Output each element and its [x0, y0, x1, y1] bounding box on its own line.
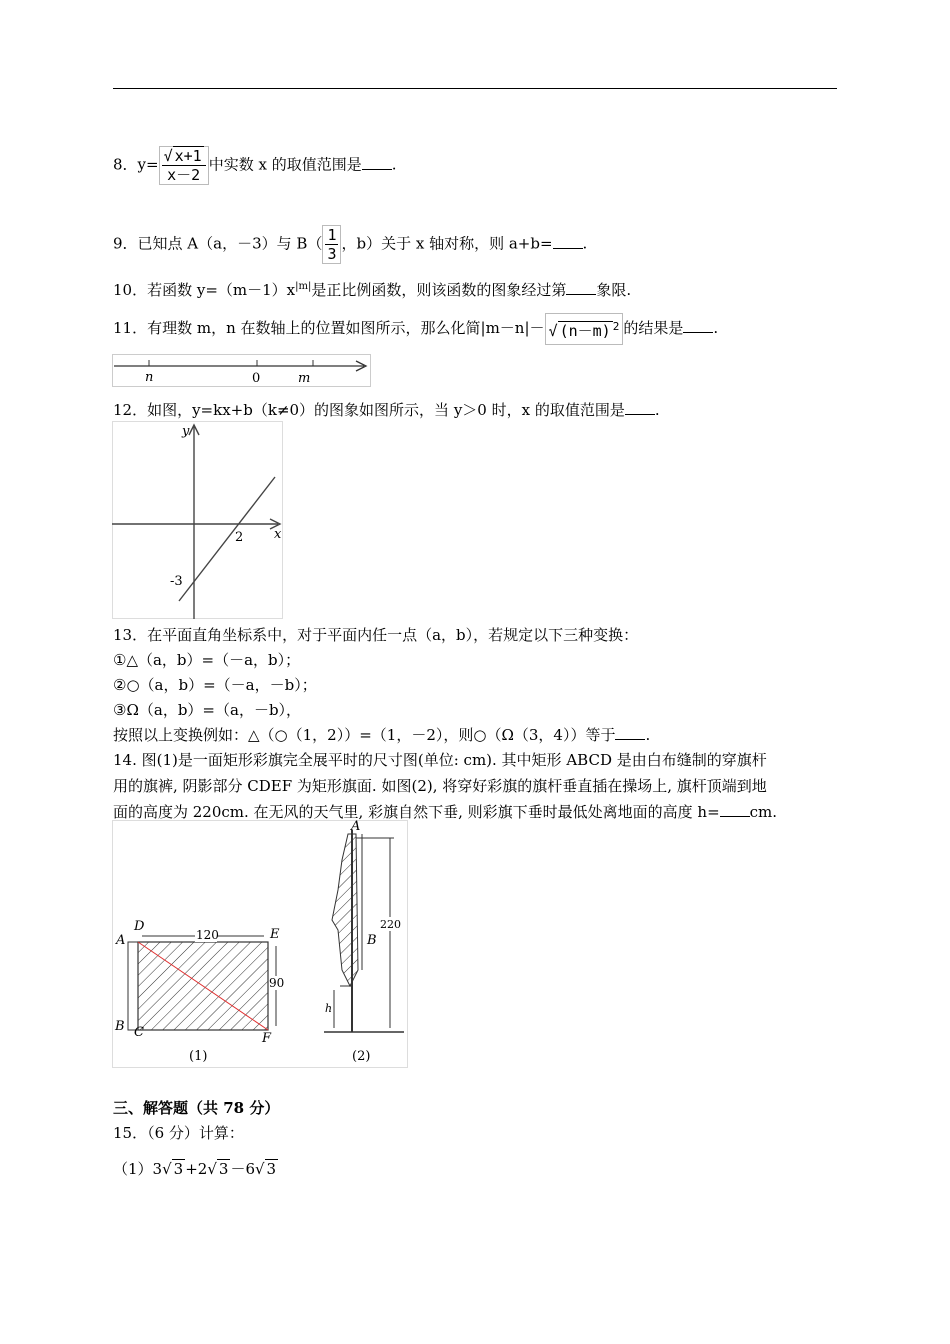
length-label: 220 [380, 918, 401, 931]
label-C: C [134, 1025, 144, 1040]
q15-part-label: （1） [113, 1160, 153, 1178]
linear-graph [112, 421, 286, 621]
caption-1: (1) [189, 1049, 208, 1064]
q10-suffix: 是正比例函数，则该函数的图象经过第 [311, 281, 567, 299]
q11-radicand: (n－m) [559, 322, 611, 340]
q9-suffix: ，b）关于 x 轴对称，则 a+b= [341, 234, 553, 253]
q10-answer-blank [566, 280, 596, 295]
graph-label-2: 2 [235, 530, 244, 545]
q9-denominator: 3 [327, 245, 337, 263]
q8-fraction: $\frac{√ x+1}{x-2}$ [159, 146, 209, 185]
q8-prefix: 8．y= [113, 155, 159, 174]
label-h: h [325, 1002, 333, 1015]
q13-example [113, 724, 650, 746]
q13-rule-2: ②○（a，b）=（－a，－b）； [113, 676, 317, 694]
q8-end: . [391, 155, 397, 174]
q13-rule-1: ①△（a，b）=（－a，b）； [113, 651, 301, 669]
label-B2: B [367, 933, 377, 948]
question-11 [113, 313, 718, 345]
q15-part-1: （1）3√ 3 +2√ 3 －6√ 3 [113, 1160, 277, 1178]
flag-sleeve-ABCD [128, 942, 138, 1030]
section-title: 三、解答题（共 78 分） [113, 1099, 280, 1117]
q15-radicand-3: 3 [266, 1160, 277, 1178]
header-rule [113, 88, 837, 89]
q11-end: . [713, 319, 719, 337]
label-m: m [298, 371, 311, 386]
q9-numerator: 1 [327, 226, 337, 244]
q12-end: . [654, 401, 660, 419]
q14-line-3-end: cm. [749, 803, 778, 821]
q10-exponent: |m| [295, 281, 312, 292]
q9-prefix: 9．已知点 A（a，－3）与 B（ [113, 234, 323, 253]
q13-rule-3: ③Ω（a，b）=（a，－b）， [113, 701, 302, 719]
label-E: E [270, 927, 280, 942]
question-10 [113, 276, 631, 301]
q14-line-3-text: 面的高度为 220cm. 在无风的天气里, 彩旗自然下垂, 则彩旗下垂时最低处离地面的高度 h= [113, 803, 720, 821]
q14-line-1: 14. 图(1)是一面矩形彩旗完全展平时的尺寸图(单位: cm). 其中矩形 ABCD 是由白布缝制的穿旗杆 [113, 751, 767, 769]
flag-figures [112, 820, 410, 1070]
question-12 [113, 399, 660, 421]
hanging-flag [332, 834, 358, 986]
q13-end: . [645, 726, 651, 744]
graph-label-y: y [182, 424, 190, 439]
q15-radicand-1: 3 [173, 1160, 184, 1178]
q8-suffix: 中实数 x 的取值范围是 [208, 155, 362, 174]
q15-coef-1: 3 [152, 1160, 163, 1178]
q12-answer-blank [625, 400, 655, 415]
q11-suffix: 的结果是 [623, 319, 684, 337]
q8-numerator: x+1 [174, 147, 202, 165]
q9-fraction [322, 225, 341, 264]
q15-coef-2: +2 [185, 1160, 208, 1178]
q11-answer-blank [683, 318, 713, 333]
q13-answer-blank [615, 725, 645, 740]
label-A: A [116, 933, 126, 948]
caption-2: (2) [352, 1049, 371, 1064]
q11-minus: － [529, 319, 545, 337]
question-8 [113, 146, 397, 185]
q13-intro: 13．在平面直角坐标系中，对于平面内任一点（a，b），若规定以下三种变换： [113, 626, 639, 644]
graph-frame [113, 422, 283, 619]
label-F: F [262, 1031, 272, 1046]
q11-power: 2 [612, 320, 620, 333]
number-line-figure [112, 354, 372, 388]
q15-coef-3: －6 [230, 1160, 255, 1178]
q10-prefix: 10．若函数 y=（m－1）x [113, 281, 296, 299]
width-label: 120 [196, 928, 219, 942]
q14-answer-blank [720, 802, 750, 817]
q12-text: 12．如图，y=kx+b（k≠0）的图象如图所示，当 y＞0 时，x 的取值范围是 [113, 401, 625, 419]
label-D: D [134, 919, 145, 934]
q10-end: 象限. [596, 281, 632, 299]
q11-sqrt: √ (n－m) $^2$ [545, 313, 624, 345]
q13-example-text: 按照以上变换例如：△（○（1，2））=（1，－2），则○（Ω（3，4））等于 [113, 726, 616, 744]
q9-end: . [582, 234, 588, 253]
q11-abs: |m－n| [480, 319, 530, 337]
q9-answer-blank [553, 234, 583, 249]
label-zero: 0 [252, 371, 261, 386]
height-label: 90 [269, 976, 285, 990]
question-14 [113, 747, 843, 825]
graph-label-neg3: -3 [170, 574, 183, 589]
graph-label-x: x [274, 527, 282, 542]
q8-denominator: x－2 [167, 166, 201, 184]
q14-line-2: 用的旗裤, 阴影部分 CDEF 为矩形旗面. 如图(2), 将穿好彩旗的旗杆垂直插在操场上, 旗杆顶端到地 [113, 777, 767, 795]
q15-radicand-2: 3 [218, 1160, 229, 1178]
question-9 [113, 225, 587, 264]
label-B: B [115, 1019, 125, 1034]
q11-prefix: 11．有理数 m，n 在数轴上的位置如图所示，那么化简 [113, 319, 481, 337]
label-A2: A [351, 820, 361, 834]
q8-answer-blank [362, 155, 392, 170]
question-15: 15．（6 分）计算： [113, 1124, 244, 1142]
label-n: n [145, 370, 154, 385]
